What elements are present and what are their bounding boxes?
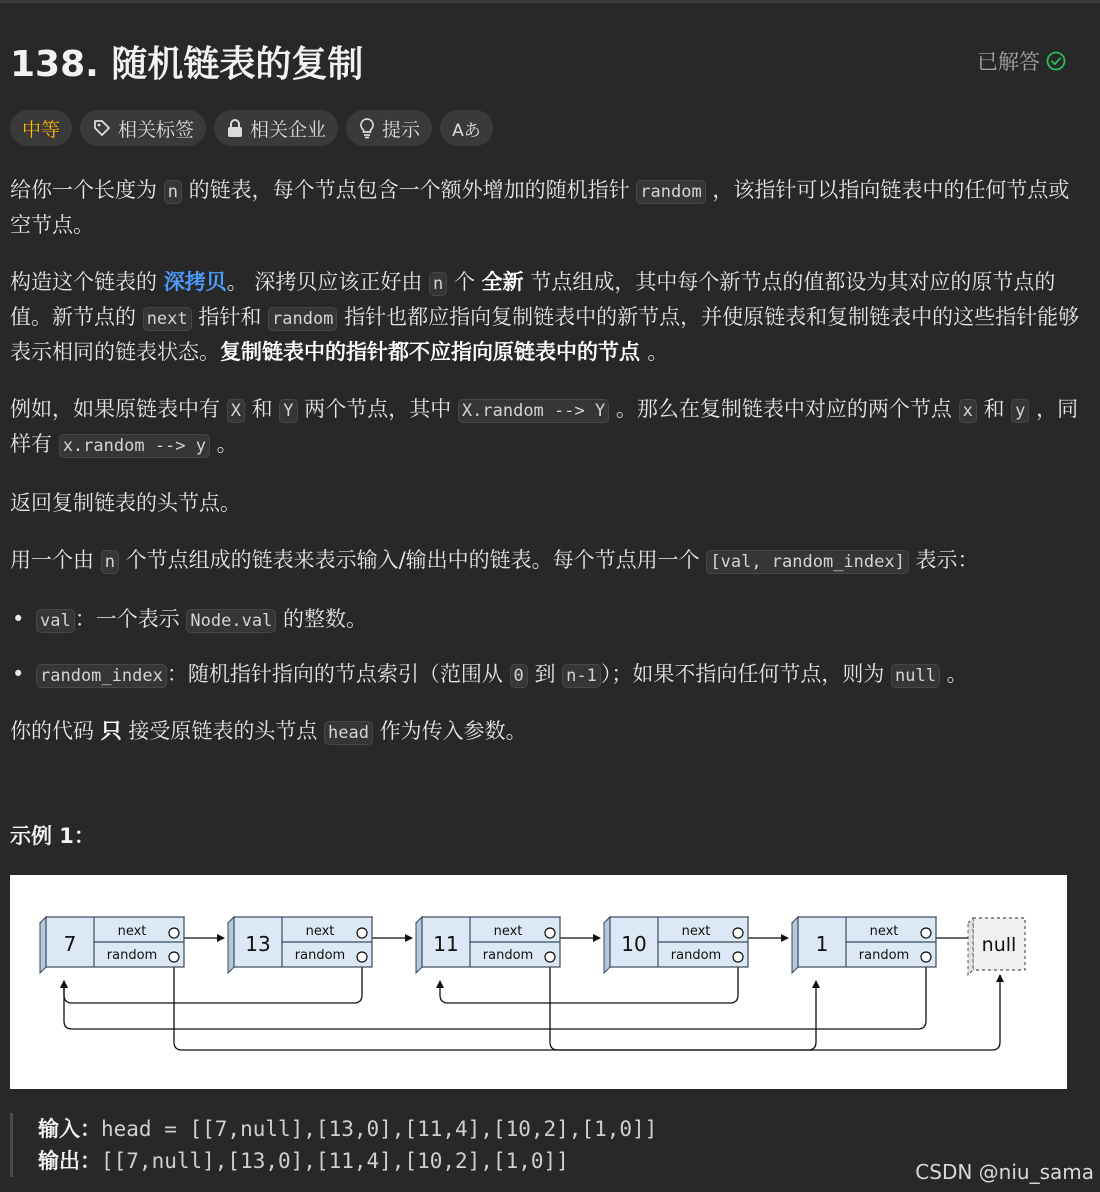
solved-label: 已解答 — [977, 50, 1040, 74]
tag-bar — [10, 110, 493, 146]
node-random-label-2: random — [482, 948, 534, 963]
node-value-0: 7 — [63, 932, 77, 956]
next-dot-0 — [169, 928, 179, 938]
node-next-label-2: next — [493, 924, 523, 939]
difficulty-badge[interactable] — [10, 110, 72, 146]
random-pointer-1 — [64, 967, 362, 1003]
related-companies-label: 相关企业 — [250, 118, 327, 141]
hint-label: 提示 — [382, 118, 421, 141]
diagram-canvas — [10, 875, 1067, 1089]
description-paragraph-1: 给你一个长度为 n 的链表，每个节点包含一个额外增加的随机指针 random ，该指针可以指向链表中的任何节点或空节点。 — [10, 178, 1070, 237]
next-dot-4 — [921, 928, 931, 938]
tag-icon — [92, 118, 112, 138]
node-value-1: 13 — [245, 932, 271, 956]
next-dot-1 — [357, 928, 367, 938]
node-side-3 — [604, 917, 610, 973]
node-next-label-1: next — [305, 924, 335, 939]
node-value-3: 10 — [621, 932, 647, 956]
node-random-label-4: random — [858, 948, 910, 963]
description-paragraph-3: 例如，如果原链表中有 X 和 Y 两个节点，其中 X.random --> Y 。那么在复制链表中对应的两个节点 x 和 y ，同样有 x.random --> y 。 — [10, 397, 1079, 456]
node-side-0 — [40, 917, 46, 973]
node-side-2 — [416, 917, 422, 973]
difficulty-label: 中等 — [22, 118, 61, 141]
translate-icon: Aあ — [452, 120, 481, 141]
node-random-label-1: random — [294, 948, 346, 963]
node-side-1 — [228, 917, 234, 973]
description-paragraph-6: 你的代码 只 接受原链表的头节点 head 作为传入参数。 — [10, 719, 527, 743]
node-random-label-3: random — [670, 948, 722, 963]
null-label: null — [981, 934, 1017, 956]
random-dot-3 — [733, 952, 743, 962]
example-output: 输出：[[7,null],[13,0],[11,4],[10,2],[1,0]] — [38, 1149, 569, 1173]
description-paragraph-5: 用一个由 n 个节点组成的链表来表示输入/输出中的链表。每个节点用一个 [val, random_index] 表示： — [10, 548, 979, 572]
list-item: • val ：一个表示 Node.val 的整数。 — [10, 603, 1085, 638]
problem-description — [10, 174, 1085, 774]
node-next-label-0: next — [117, 924, 147, 939]
random-pointer-3 — [440, 967, 738, 1003]
node-value-2: 11 — [433, 932, 459, 956]
random-pointer-null — [174, 967, 1000, 1050]
translate-button[interactable] — [440, 110, 493, 146]
related-companies-button[interactable] — [214, 110, 338, 146]
watermark: CSDN @niu_sama — [915, 1160, 1094, 1184]
node-random-label-0: random — [106, 948, 158, 963]
random-pointer-4 — [64, 967, 926, 1029]
random-dot-0 — [169, 952, 179, 962]
random-dot-4 — [921, 952, 931, 962]
node-side-4 — [792, 917, 798, 973]
hint-button[interactable] — [346, 110, 432, 146]
check-circle-icon — [1046, 51, 1066, 71]
next-dot-2 — [545, 928, 555, 938]
random-pointer-2 — [550, 967, 816, 1050]
description-paragraph-2: 构造这个链表的 深拷贝。 深拷贝应该正好由 n 个 全新 节点组成，其中每个新节点的值都设为其对应的原节点的值。新节点的 next 指针和 random 指针也都应指向复制链表中的新节点，并使原链表和复制链表中的这些指针能够表示相同的链表状态。复制链表中的指针都不应指向原链表中的节点 。 — [10, 270, 1080, 364]
related-tags-button[interactable] — [80, 110, 206, 146]
lock-icon — [226, 118, 244, 138]
linked-list-diagram — [10, 875, 1067, 1089]
node-next-label-3: next — [681, 924, 711, 939]
example-title: 示例 1： — [10, 824, 95, 848]
random-dot-1 — [357, 952, 367, 962]
description-paragraph-4: 返回复制链表的头节点。 — [10, 491, 241, 515]
format-list — [10, 603, 1085, 693]
page-title: 138. 随机链表的复制 — [10, 44, 364, 85]
node-value-4: 1 — [815, 932, 829, 956]
example-input: 输入：head = [[7,null],[13,0],[11,4],[10,2],[1,0]] — [38, 1117, 658, 1141]
null-side — [968, 918, 973, 975]
top-divider — [0, 0, 1100, 3]
random-dot-2 — [545, 952, 555, 962]
lightbulb-icon — [358, 117, 376, 139]
solved-status — [977, 46, 1066, 76]
related-tags-label: 相关标签 — [118, 118, 195, 141]
node-next-label-4: next — [869, 924, 899, 939]
next-dot-3 — [733, 928, 743, 938]
deep-copy-link[interactable]: 深拷贝 — [163, 270, 227, 294]
list-item: • random_index ：随机指针指向的节点索引（范围从 0 到 n-1 ）；如果不指向任何节点，则为 null 。 — [10, 658, 1085, 693]
